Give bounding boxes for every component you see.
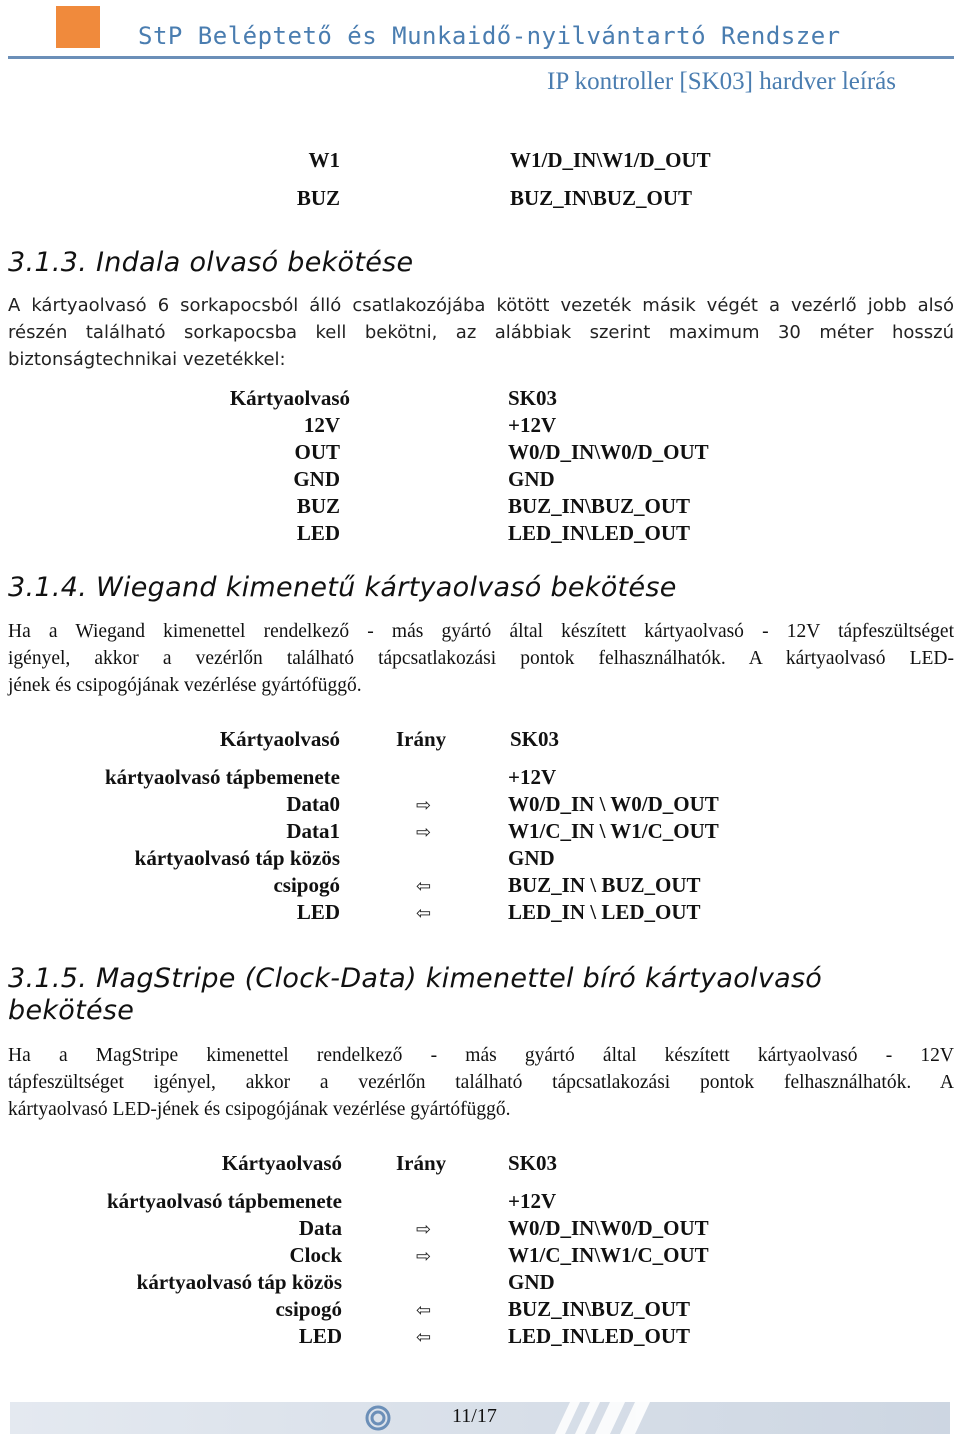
right-arrow-icon: ⇨ (416, 795, 432, 815)
row-left: Data0 (286, 792, 340, 816)
row-right: BUZ_IN \ BUZ_OUT (508, 873, 701, 897)
row-right: W0/D_IN\W0/D_OUT (508, 1216, 709, 1240)
top-row-left: BUZ (296, 186, 340, 210)
para-line: A kártyaolvasó 6 sorkapocsból álló csatlakozójába kötött vezeték másik végét a vezérlő jobb alsó (8, 295, 954, 316)
row-right: LED_IN\LED_OUT (508, 1324, 691, 1348)
heading-3-1-5 (8, 963, 822, 1026)
para-line: részén található sorkapocsba kell bekötni, az alábbiak szerint maximum 30 méter hosszú (8, 322, 954, 343)
top-row-right: BUZ_IN\BUZ_OUT (510, 186, 693, 210)
col-header-irany: Irány (396, 727, 447, 751)
paragraph-3-1-4 (8, 618, 954, 699)
heading-3-1-4: 3.1.4. Wiegand kimenetű kártyaolvasó bekötése (8, 572, 677, 603)
paragraph-3-1-3 (8, 292, 954, 373)
row-left: OUT (294, 440, 340, 464)
heading-line: 3.1.5. MagStripe (Clock-Data) kimenettel bíró kártyaolvasó (8, 963, 823, 994)
footer-logo-icon (367, 1407, 389, 1429)
row-left: csipogó (273, 873, 340, 897)
row-right: GND (508, 1270, 555, 1294)
row-right: +12V (508, 765, 557, 789)
row-right: W0/D_IN\W0/D_OUT (508, 440, 709, 464)
row-left: BUZ (296, 494, 340, 518)
col-header-sk03: SK03 (510, 727, 560, 751)
row-right: LED_IN \ LED_OUT (508, 900, 701, 924)
col-header-sk03: SK03 (508, 386, 558, 410)
row-left: 12V (303, 413, 340, 437)
row-right: W1/C_IN\W1/C_OUT (508, 1243, 709, 1267)
right-arrow-icon: ⇨ (416, 822, 432, 842)
page-number: 11/17 (452, 1405, 497, 1427)
top-row-right: W1/D_IN\W1/D_OUT (510, 148, 711, 172)
row-right: BUZ_IN\BUZ_OUT (508, 494, 691, 518)
row-right: +12V (508, 413, 557, 437)
row-left: Clock (289, 1243, 342, 1267)
row-right: BUZ_IN\BUZ_OUT (508, 1297, 691, 1321)
para-line: tápfeszültséget igényel, akkor a vezérlőn található tápcsatlakozási pontok felhasználhatók. A (8, 1072, 954, 1093)
footer-stripes-icon (555, 1402, 650, 1434)
right-arrow-icon: ⇨ (416, 1219, 432, 1239)
row-left: GND (293, 467, 340, 491)
row-right: GND (508, 467, 555, 491)
header-subtitle: IP kontroller [SK03] hardver leírás (547, 68, 896, 95)
left-arrow-icon: ⇦ (416, 903, 432, 923)
row-left: Data (298, 1216, 342, 1240)
row-left: kártyaolvasó táp közös (136, 1270, 342, 1294)
row-left: LED (298, 1324, 342, 1348)
heading-line: bekötése (8, 995, 135, 1026)
paragraph-3-1-5 (8, 1042, 954, 1123)
col-header-sk03: SK03 (508, 1151, 558, 1175)
col-header-kartyaolvaso: Kártyaolvasó (229, 386, 350, 410)
col-header-irany: Irány (396, 1151, 447, 1175)
right-arrow-icon: ⇨ (416, 1246, 432, 1266)
row-left: kártyaolvasó tápbemenete (106, 1189, 342, 1213)
logo-square (56, 6, 100, 48)
row-left: kártyaolvasó táp közös (134, 846, 340, 870)
top-row-left: W1 (308, 148, 340, 172)
row-left: LED (296, 521, 340, 545)
col-header-kartyaolvaso: Kártyaolvasó (221, 1151, 342, 1175)
row-right: LED_IN\LED_OUT (508, 521, 691, 545)
para-line: jének és csipogójának vezérlése gyártófüggő. (8, 675, 362, 696)
para-line: Ha a MagStripe kimenettel rendelkező - más gyártó által készített kártyaolvasó - 12V (8, 1045, 954, 1066)
row-left: kártyaolvasó tápbemenete (104, 765, 340, 789)
row-left: Data1 (286, 819, 340, 843)
header-title: StP Beléptető és Munkaidő-nyilvántartó Rendszer (138, 22, 841, 50)
header-divider (8, 56, 954, 59)
left-arrow-icon: ⇦ (416, 1300, 432, 1320)
row-right: GND (508, 846, 555, 870)
para-line: kártyaolvasó LED-jének és csipogójának vezérlése gyártófüggő. (8, 1099, 511, 1120)
left-arrow-icon: ⇦ (416, 876, 432, 896)
col-header-kartyaolvaso: Kártyaolvasó (219, 727, 340, 751)
row-right: +12V (508, 1189, 557, 1213)
row-left: csipogó (275, 1297, 342, 1321)
row-right: W1/C_IN \ W1/C_OUT (508, 819, 719, 843)
row-right: W0/D_IN \ W0/D_OUT (508, 792, 719, 816)
para-line: biztonságtechnikai vezetékkel: (8, 349, 286, 370)
row-left: LED (296, 900, 340, 924)
left-arrow-icon: ⇦ (416, 1327, 432, 1347)
para-line: Ha a Wiegand kimenettel rendelkező - más gyártó által készített kártyaolvasó - 12V tápfeszültséget (8, 621, 954, 642)
heading-3-1-3: 3.1.3. Indala olvasó bekötése (8, 247, 414, 278)
para-line: igényel, akkor a vezérlőn található tápcsatlakozási pontok felhasználhatók. A kártyaolvasó LED- (8, 648, 954, 669)
